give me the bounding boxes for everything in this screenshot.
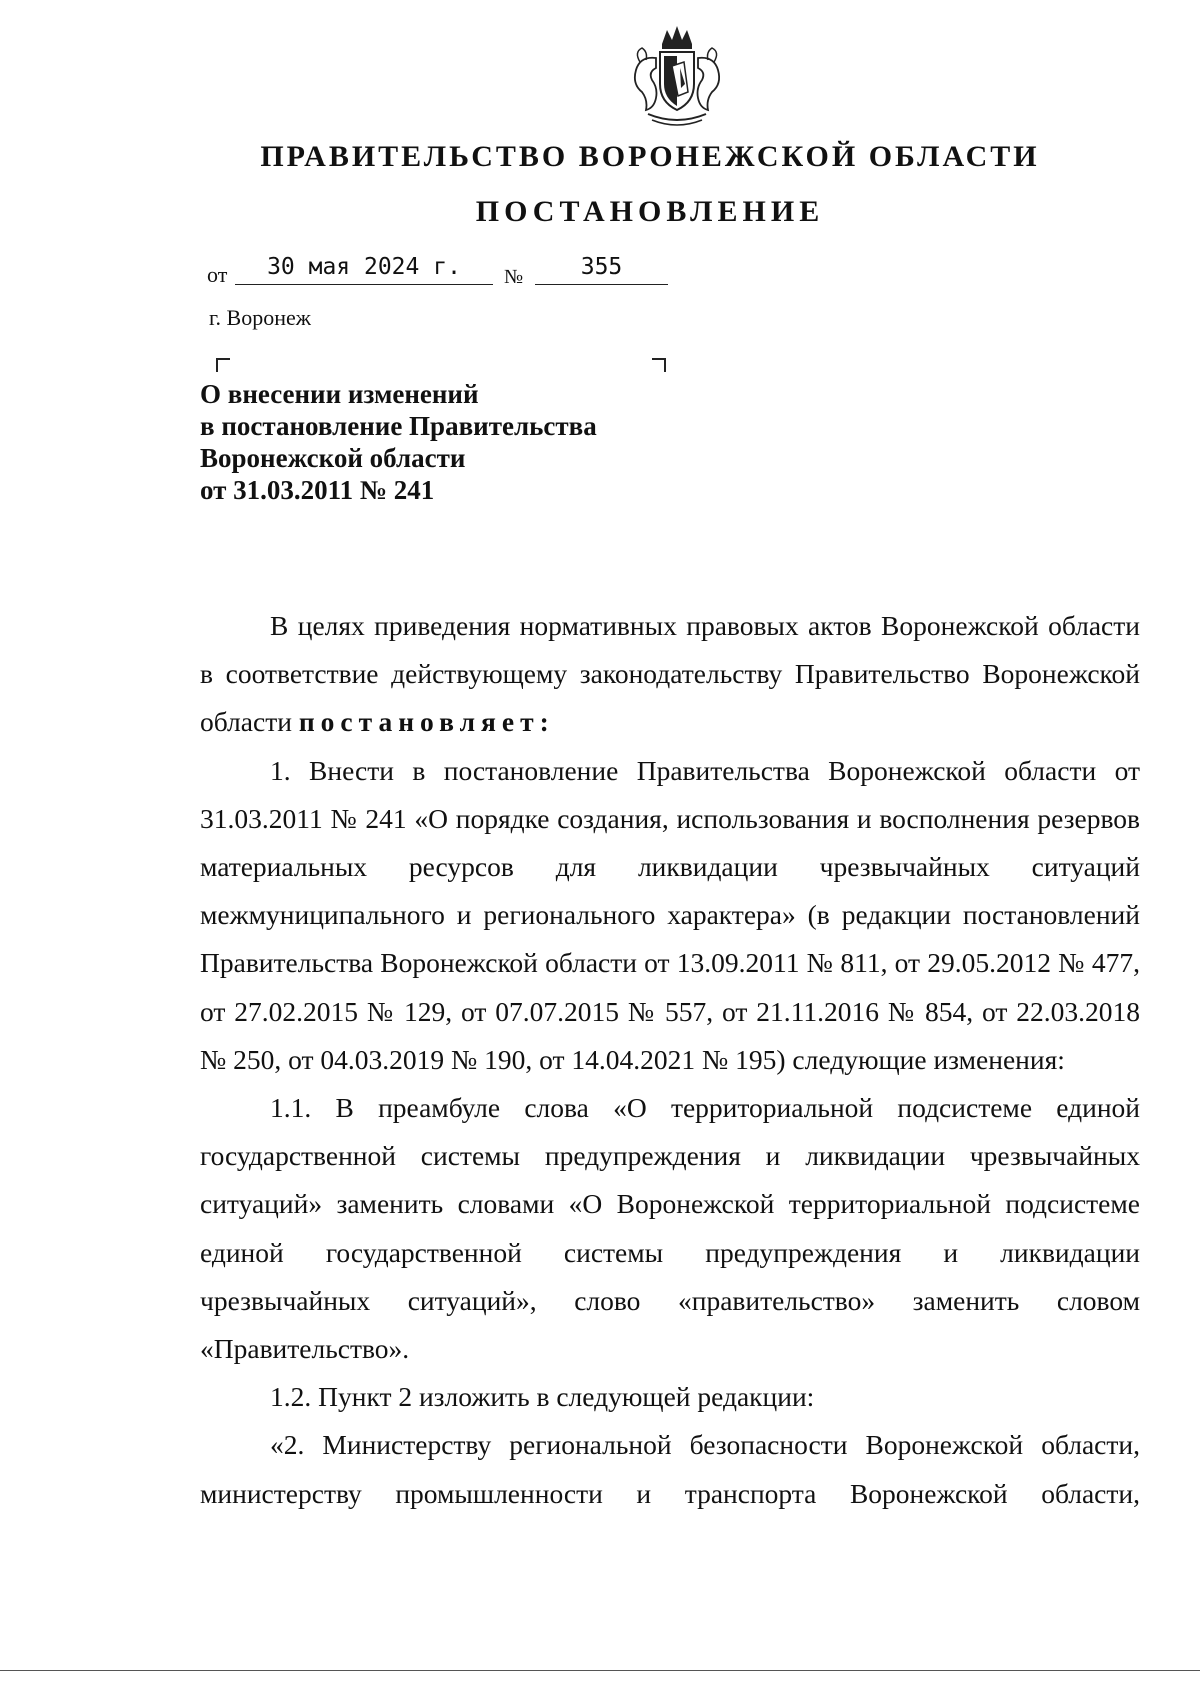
- subject-line: О внесении изменений: [200, 379, 479, 409]
- subject-corner-right: [652, 358, 666, 372]
- date-number-line: [207, 252, 707, 292]
- preamble-text: В целях приведения нормативных правовых актов Воронежской области в соответствие действующему законодательству Правительство Воронежской области: [200, 610, 1140, 738]
- paragraph-1: 1. Внести в постановление Правительства Воронежской области от 31.03.2011 № 241 «О порядке создания, использования и восполнения резервов материальных ресурсов для ликвидации чрезвычайных ситуаций межмуниципального и регионального характера» (в редакции постановлений Правительства Воронежской области от 13.09.2011 № 811, от 29.05.2012 № 477, от 27.02.2015 № 129, от 07.07.2015 № 557, от 21.11.2016 № 854, от 22.03.2018 № 250, от 04.03.2019 № 190, от 14.04.2021 № 195) следующие изменения:: [200, 754, 1140, 1075]
- date-prefix: от: [207, 262, 228, 287]
- number-prefix: №: [504, 266, 524, 288]
- subject-line: Воронежской области: [200, 443, 466, 473]
- subject-line: в постановление Правительства: [200, 411, 597, 441]
- paragraph-1-2: 1.2. Пункт 2 изложить в следующей редакции:: [270, 1381, 815, 1413]
- subject-line: от 31.03.2011 № 241: [200, 475, 435, 505]
- page-bottom-edge: [0, 1670, 1200, 1671]
- decree-word: постановляет:: [298, 706, 555, 738]
- document-body: [200, 602, 1140, 1518]
- subject-corner-left: [216, 358, 230, 372]
- paragraph-1-1: 1.1. В преамбуле слова «О территориальной подсистеме единой государственной системы предупреждения и ликвидации чрезвычайных ситуаций» заменить словами «О Воронежской территориальной подсистеме единой государственной системы предупреждения и ликвидации чрезвычайных ситуаций», слово «правительство» заменить словом «Правительство».: [200, 1092, 1140, 1365]
- document-date: 30 мая 2024 г.: [235, 252, 493, 285]
- city: г. Воронеж: [209, 305, 311, 330]
- paragraph-quote-2: «2. Министерству региональной безопасности Воронежской области, министерству промышленности и транспорта Воронежской области,: [200, 1429, 1140, 1509]
- government-name: ПРАВИТЕЛЬСТВО ВОРОНЕЖСКОЙ ОБЛАСТИ: [260, 140, 1040, 173]
- document-number: 355: [535, 252, 668, 285]
- document-subject: [200, 378, 597, 506]
- paragraph-preamble: [200, 602, 1140, 747]
- document-type: ПОСТАНОВЛЕНИЕ: [475, 195, 825, 228]
- voronezh-coat-of-arms-icon: [622, 22, 732, 132]
